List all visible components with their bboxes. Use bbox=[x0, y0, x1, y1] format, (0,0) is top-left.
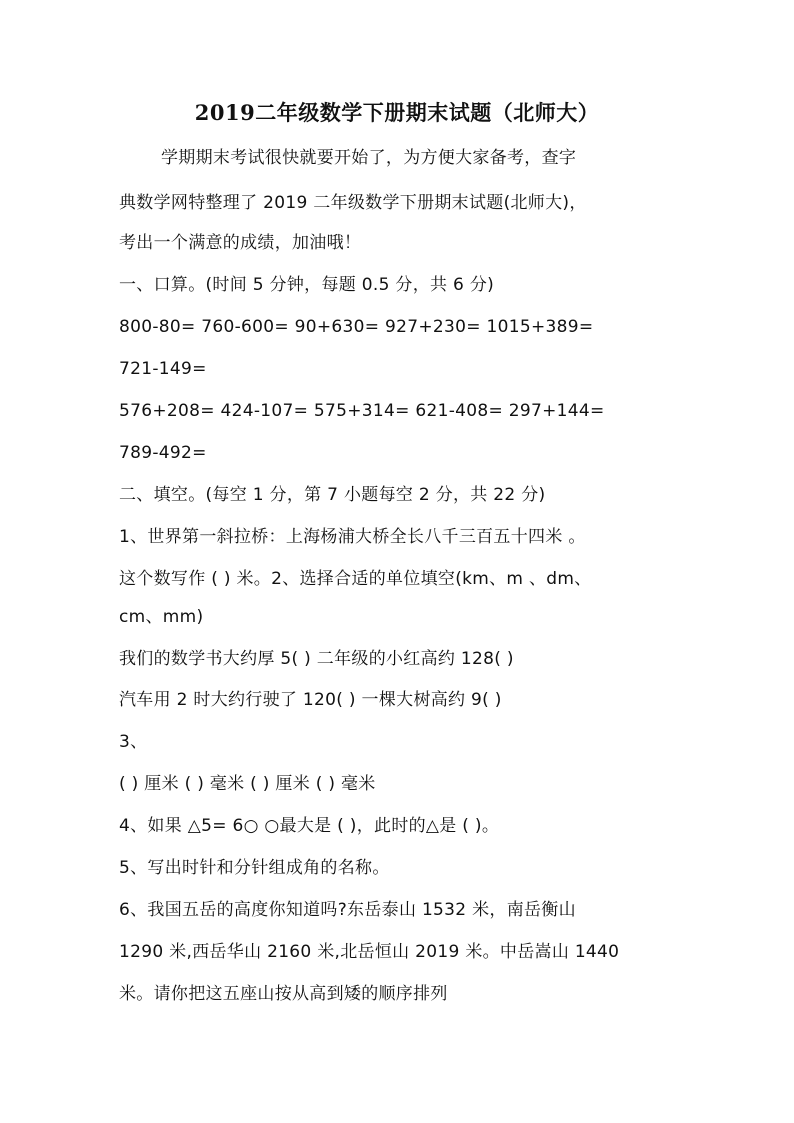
section-heading-oral-calc: 一、口算。(时间 5 分钟，每题 0.5 分，共 6 分) bbox=[119, 275, 495, 295]
fill-blank-line: 1290 米,西岳华山 2160 米,北岳恒山 2019 米。中岳嵩山 1440 bbox=[119, 942, 620, 962]
intro-line: 学期期末考试很快就要开始了，为方便大家备考，查字 bbox=[161, 148, 577, 168]
fill-blank-line: 1、世界第一斜拉桥：上海杨浦大桥全长八千三百五十四米 。 bbox=[119, 527, 586, 547]
oral-calc-line: 800-80= 760-600= 90+630= 927+230= 1015+389= bbox=[119, 317, 594, 337]
fill-blank-line: 我们的数学书大约厚 5( ) 二年级的小红高约 128( ) bbox=[119, 649, 514, 669]
fill-blank-line: 这个数写作 ( ) 米。2、选择合适的单位填空(km、m 、dm、 bbox=[119, 569, 592, 589]
section-heading-fill-blank: 二、填空。(每空 1 分，第 7 小题每空 2 分，共 22 分) bbox=[119, 485, 546, 505]
fill-blank-line: 汽车用 2 时大约行驶了 120( ) 一棵大树高约 9( ) bbox=[119, 690, 502, 710]
page-title: 2019二年级数学下册期末试题（北师大） bbox=[194, 100, 600, 125]
fill-blank-line: 4、如果 △5= 6○ ○最大是 ( )，此时的△是 ( )。 bbox=[119, 816, 500, 836]
fill-blank-line: 6、我国五岳的高度你知道吗?东岳泰山 1532 米，南岳衡山 bbox=[119, 900, 576, 920]
oral-calc-line: 721-149= bbox=[119, 359, 207, 379]
oral-calc-line: 789-492= bbox=[119, 443, 207, 463]
fill-blank-line: cm、mm) bbox=[119, 607, 204, 627]
fill-blank-line: 3、 bbox=[119, 732, 148, 752]
fill-blank-line: 米。请你把这五座山按从高到矮的顺序排列 bbox=[119, 984, 448, 1004]
oral-calc-line: 576+208= 424-107= 575+314= 621-408= 297+144= bbox=[119, 401, 605, 421]
fill-blank-line: 5、写出时针和分针组成角的名称。 bbox=[119, 858, 390, 878]
intro-line: 考出一个满意的成绩，加油哦！ bbox=[119, 233, 362, 253]
intro-line: 典数学网特整理了 2019 二年级数学下册期末试题(北师大)， bbox=[119, 193, 587, 213]
fill-blank-line: ( ) 厘米 ( ) 毫米 ( ) 厘米 ( ) 毫米 bbox=[119, 774, 376, 794]
